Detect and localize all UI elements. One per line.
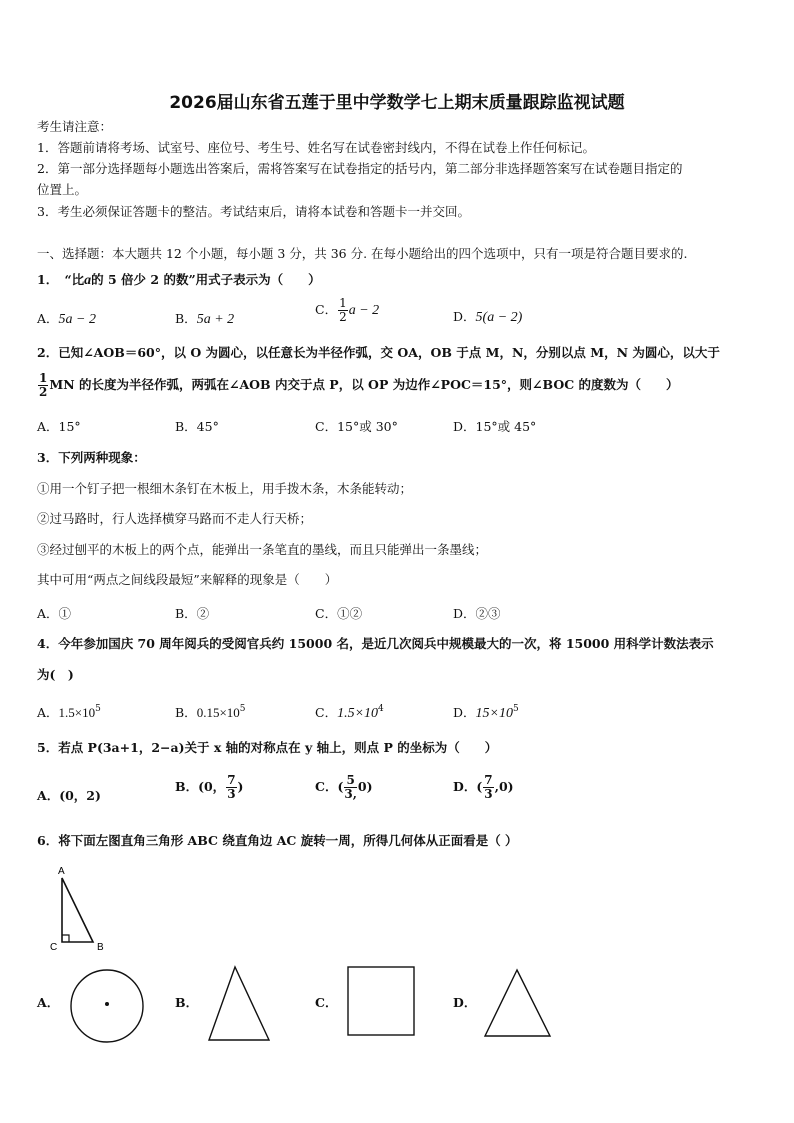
q1-var: a (84, 273, 92, 288)
question-2-line-1: 2．已知∠AOB＝60°，以 O 为圆心，以任意长为半径作弧，交 OA，OB 于点 M，N，分别以点 M，N 为圆心，以大于 (37, 345, 720, 360)
q3-question: 其中可用“两点之间线段最短”来解释的现象是（ ） (37, 572, 338, 587)
question-6-stem: 6．将下面左图直角三角形 ABC 绕直角边 AC 旋转一周，所得几何体从正面看是（ ） (37, 833, 518, 848)
q5-option-b[interactable]: B．(0， $\frac{7}{3}$ ) (175, 773, 244, 801)
q1-option-b[interactable]: B．5a + 2 (175, 311, 235, 327)
notice-heading: 考生请注意： (37, 119, 113, 134)
q4-option-d[interactable]: D．$15\times 10^5$ (453, 704, 519, 721)
notice-item-2-cont: 位置上。 (37, 182, 88, 197)
notice-item-3: 3．考生必须保证答题卡的整洁。考试结束后，请将本试卷和答题卡一并交回。 (37, 204, 470, 219)
vertex-label-b: B (97, 942, 104, 953)
vertex-label-a: A (58, 866, 65, 877)
q1-option-c-fraction: $\frac{1}{2}$ (339, 296, 347, 324)
q1-option-d-expr: 5(a − 2) (475, 310, 523, 325)
q6-option-b[interactable]: B． (175, 995, 199, 1010)
q6-option-a-circle-figure (68, 968, 146, 1046)
q4-option-c[interactable]: C．$1.5\times 10^4$ (315, 704, 384, 721)
question-3-stem: 3．下列两种现象： (37, 450, 146, 465)
q6-option-d[interactable]: D． (453, 995, 477, 1010)
page-title: 2026届山东省五莲于里中学数学七上期末质量跟踪监视试题 (169, 93, 625, 113)
vertex-label-c: C (50, 942, 58, 953)
notice-item-1: 1．答题前请将考场、试室号、座位号、考生号、姓名写在试卷密封线内，不得在试卷上作任何标记。 (37, 140, 595, 155)
question-2-line-2: $\frac{1}{2}$ MN 的长度为半径作弧，两弧在∠AOB 内交于点 P，以 OP 为边作∠POC＝15°，则∠BOC 的度数为（ ） (39, 371, 679, 399)
q1-option-d[interactable]: D．5(a − 2) (453, 309, 523, 325)
q1-stem-a: 1． “比 (37, 272, 85, 287)
q5-option-d[interactable]: D．( $\frac{7}{3}$ ,0) (453, 773, 514, 801)
q4-option-b[interactable]: B．$0.15\times 10^5$ (175, 704, 246, 720)
q6-option-a[interactable]: A． (37, 995, 60, 1010)
q6-option-b-triangle-figure (205, 964, 275, 1044)
q3-option-c[interactable]: C．①② (315, 606, 363, 621)
q2-option-b[interactable]: B．45° (175, 419, 219, 434)
section-heading: 一、选择题：本大题共 12 个小题，每小题 3 分，共 36 分. 在每小题给出的四个选项中，只有一项是符合题目要求的. (37, 246, 688, 261)
q3-statement-1: ①用一个钉子把一根细木条钉在木板上，用手拨木条，木条能转动； (37, 481, 413, 496)
q3-statement-3: ③经过刨平的木板上的两个点，能弹出一条笔直的墨线，而且只能弹出一条墨线； (37, 542, 488, 557)
q6-option-c-square-figure (345, 964, 417, 1038)
q1-option-a-expr: 5a − 2 (58, 312, 96, 327)
q3-option-b[interactable]: B．② (175, 606, 210, 621)
q1-option-c-expr: a − 2 (348, 303, 380, 318)
question-4-line-2: 为( ) (37, 667, 74, 682)
right-triangle-abc-figure (48, 864, 118, 954)
q1-stem-b: 的 5 倍少 2 的数”用式子表示为（ ） (91, 272, 321, 287)
q3-option-d[interactable]: D．②③ (453, 606, 501, 621)
q2-option-a[interactable]: A．15° (37, 419, 81, 434)
notice-item-2: 2．第一部分选择题每小题选出答案后，需将答案写在试卷指定的括号内，第二部分非选择题答案写在试卷题目指定的 (37, 161, 683, 176)
question-4-line-1: 4．今年参加国庆 70 周年阅兵的受阅官兵约 15000 名，是近几次阅兵中规模最大的一次，将 15000 用科学计数法表示 (37, 636, 714, 651)
q1-option-c[interactable]: C． $\frac{1}{2}$ a − 2 (315, 296, 380, 324)
q1-option-b-expr: 5a + 2 (196, 312, 235, 327)
question-1-stem (37, 272, 321, 289)
q2-fraction: $\frac{1}{2}$ (39, 371, 48, 399)
q6-option-d-triangle-figure (482, 967, 554, 1039)
question-5-stem: 5．若点 P(3a+1，2−a)关于 x 轴的对称点在 y 轴上，则点 P 的坐标为（ ） (37, 740, 498, 755)
q2-option-d[interactable]: D．15°或 45° (453, 419, 537, 434)
q1-option-a[interactable]: A．5a − 2 (37, 311, 96, 327)
q6-option-c[interactable]: C． (315, 995, 338, 1010)
q3-option-a[interactable]: A．① (37, 606, 72, 621)
q3-statement-2: ②过马路时，行人选择横穿马路而不走人行天桥； (37, 511, 313, 526)
q5-option-a[interactable]: A．(0，2) (37, 788, 101, 803)
q4-option-a[interactable]: A．$1.5\times 10^5$ (37, 704, 101, 720)
q5-option-c[interactable]: C．( $\frac{5}{3,}$ 0) (315, 773, 373, 801)
q2-option-c[interactable]: C．15°或 30° (315, 419, 398, 434)
